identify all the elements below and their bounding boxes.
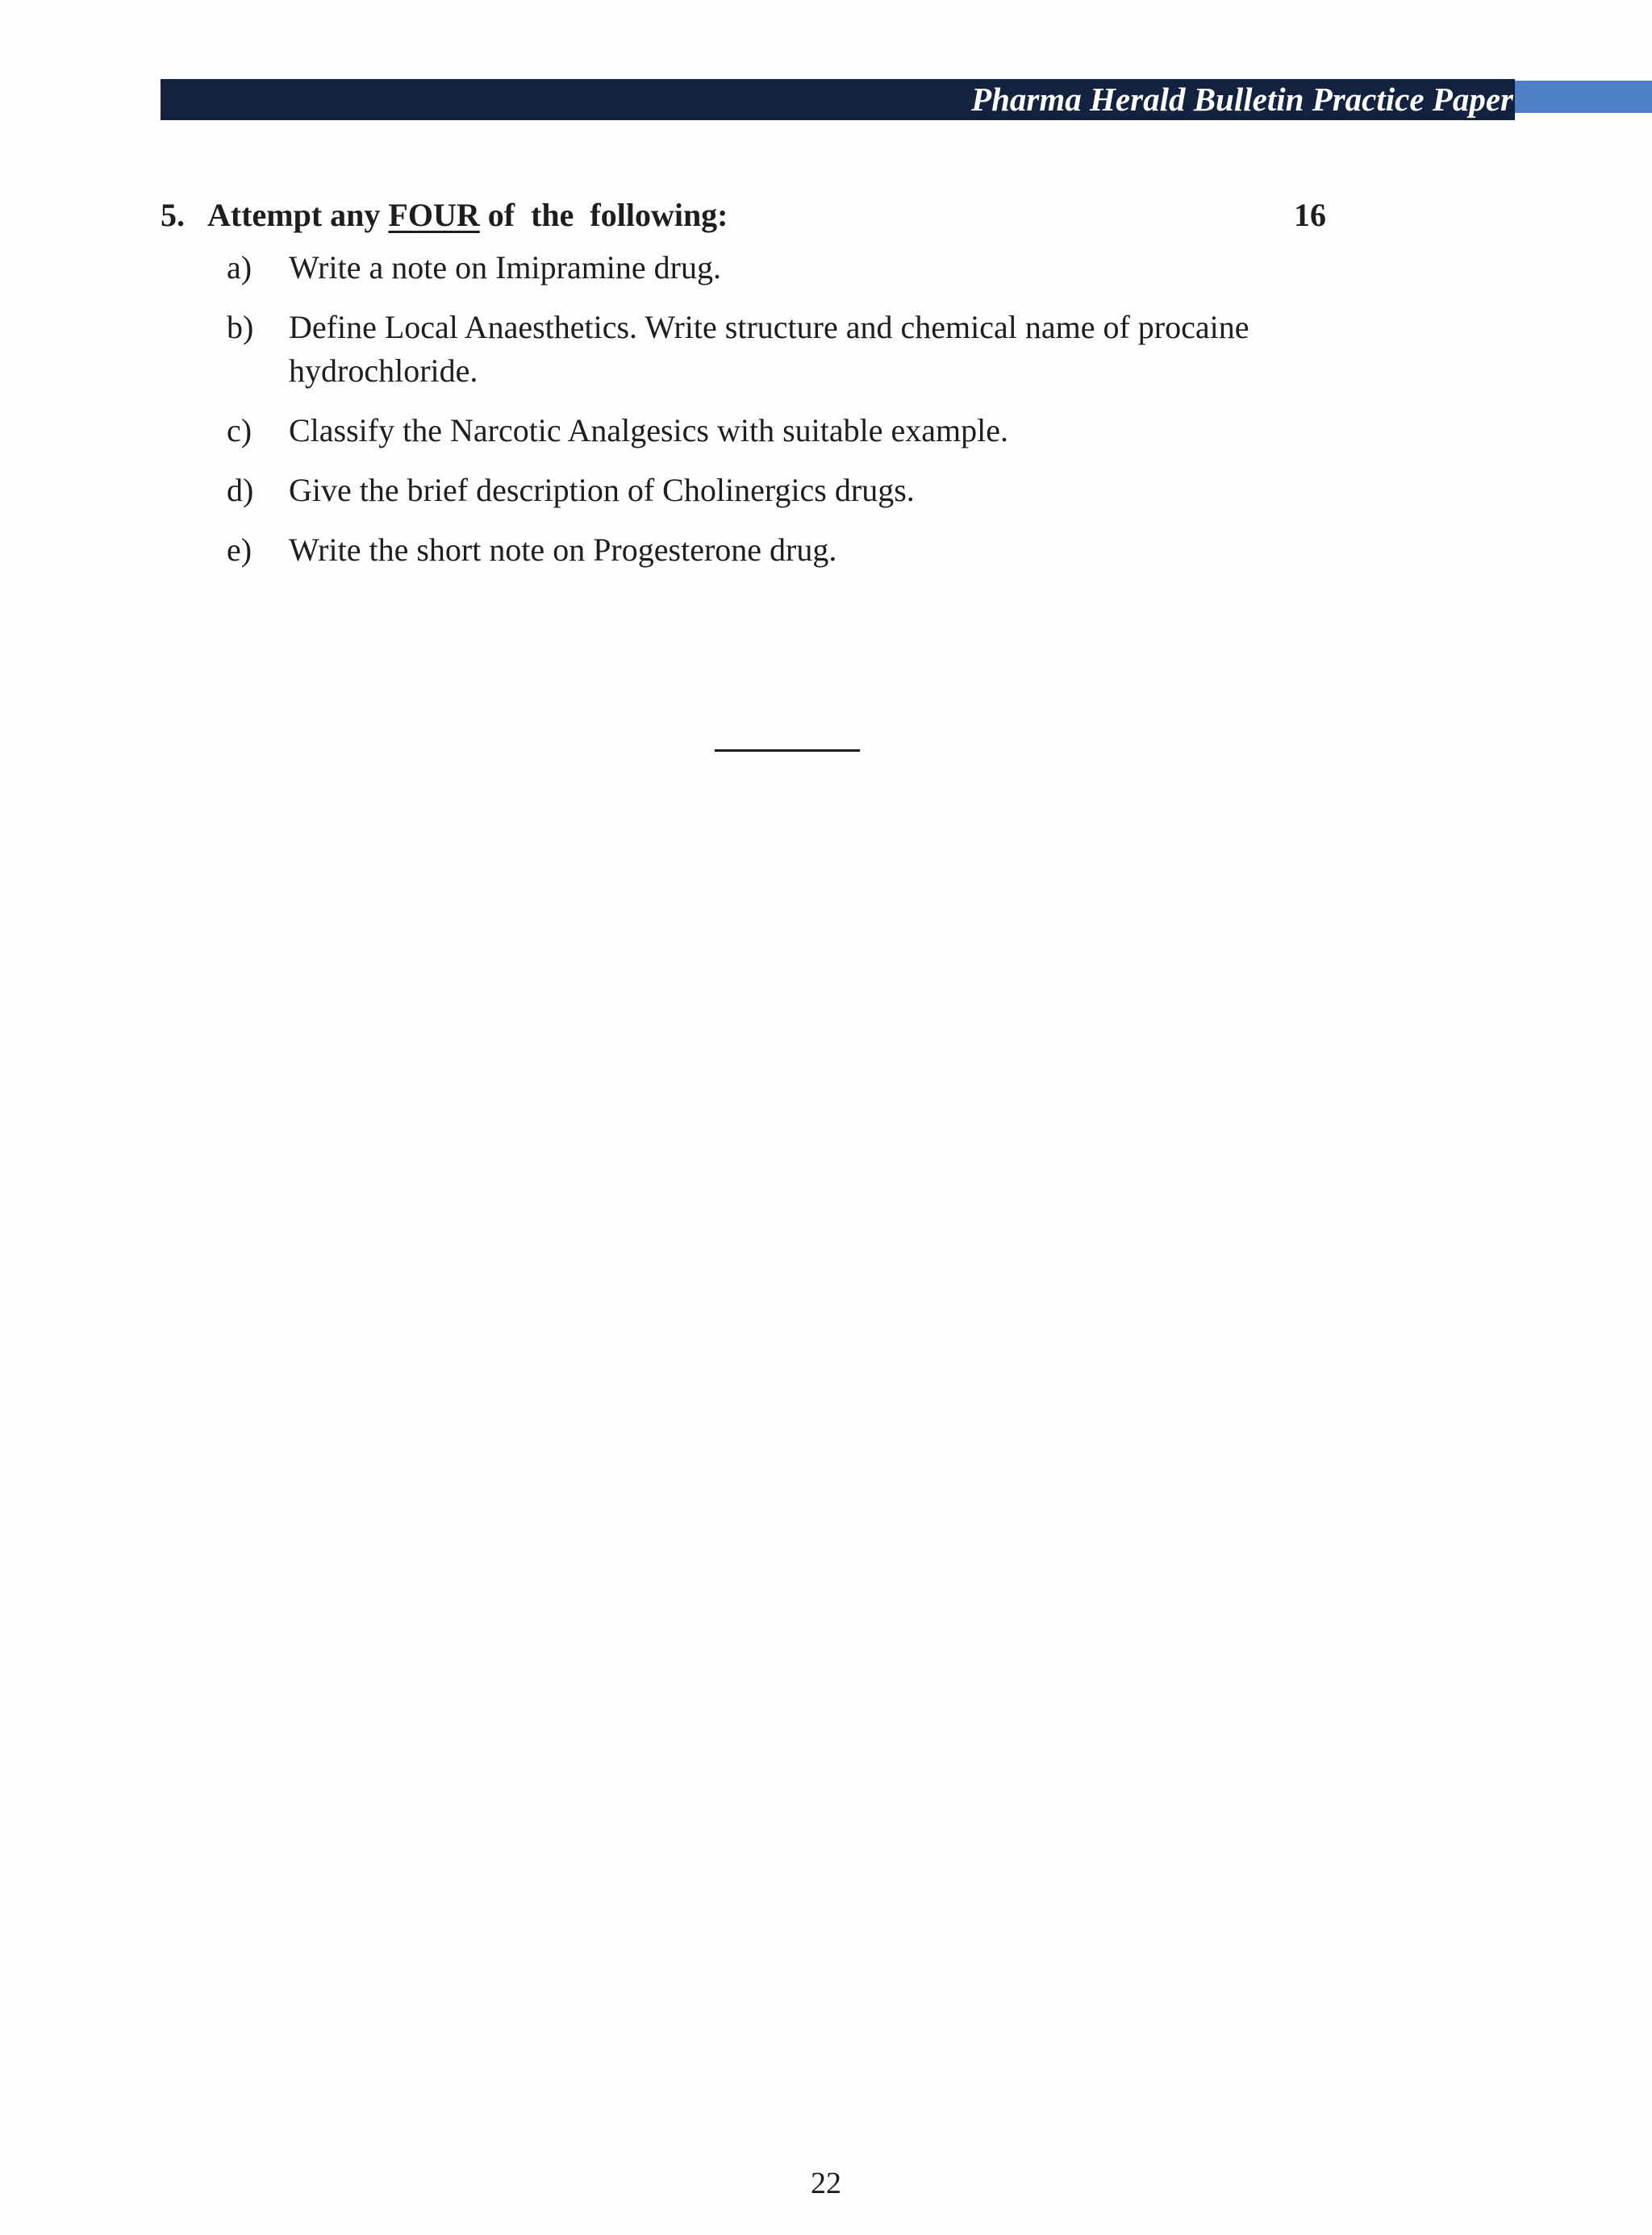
item-marker: d)	[227, 472, 254, 508]
item-text: Classify the Narcotic Analgesics with suitable example.	[289, 412, 1008, 448]
header-bar	[161, 79, 1515, 120]
question-number: 5.	[161, 197, 185, 233]
question-item-a	[227, 246, 1372, 290]
question-marks: 16	[1294, 197, 1326, 233]
question-emphasis: FOUR	[388, 197, 480, 233]
question-heading	[161, 191, 1326, 240]
item-text: Give the brief description of Cholinergics drugs.	[289, 472, 915, 508]
item-marker: c)	[227, 412, 252, 448]
item-text: Write a note on Imipramine drug.	[289, 249, 721, 286]
question-text-after: of the following:	[479, 197, 728, 233]
header-title: Pharma Herald Bulletin Practice Paper	[971, 81, 1513, 118]
item-text: Define Local Anaesthetics. Write structure and chemical name of procaine hydrochloride.	[289, 309, 1249, 389]
question-item-d	[227, 469, 1372, 512]
question-item-e	[227, 528, 1372, 572]
end-of-section-rule	[715, 749, 860, 752]
question-item-b	[227, 306, 1372, 393]
item-marker: a)	[227, 249, 252, 286]
question-item-c	[227, 409, 1372, 452]
page-number: 22	[811, 2166, 841, 2200]
question-text-before: Attempt any	[207, 197, 389, 233]
item-marker: b)	[227, 309, 254, 345]
question-items-list	[227, 246, 1372, 588]
header-accent-block	[1515, 81, 1652, 113]
item-marker: e)	[227, 532, 252, 568]
item-text: Write the short note on Progesterone drug.	[289, 532, 837, 568]
